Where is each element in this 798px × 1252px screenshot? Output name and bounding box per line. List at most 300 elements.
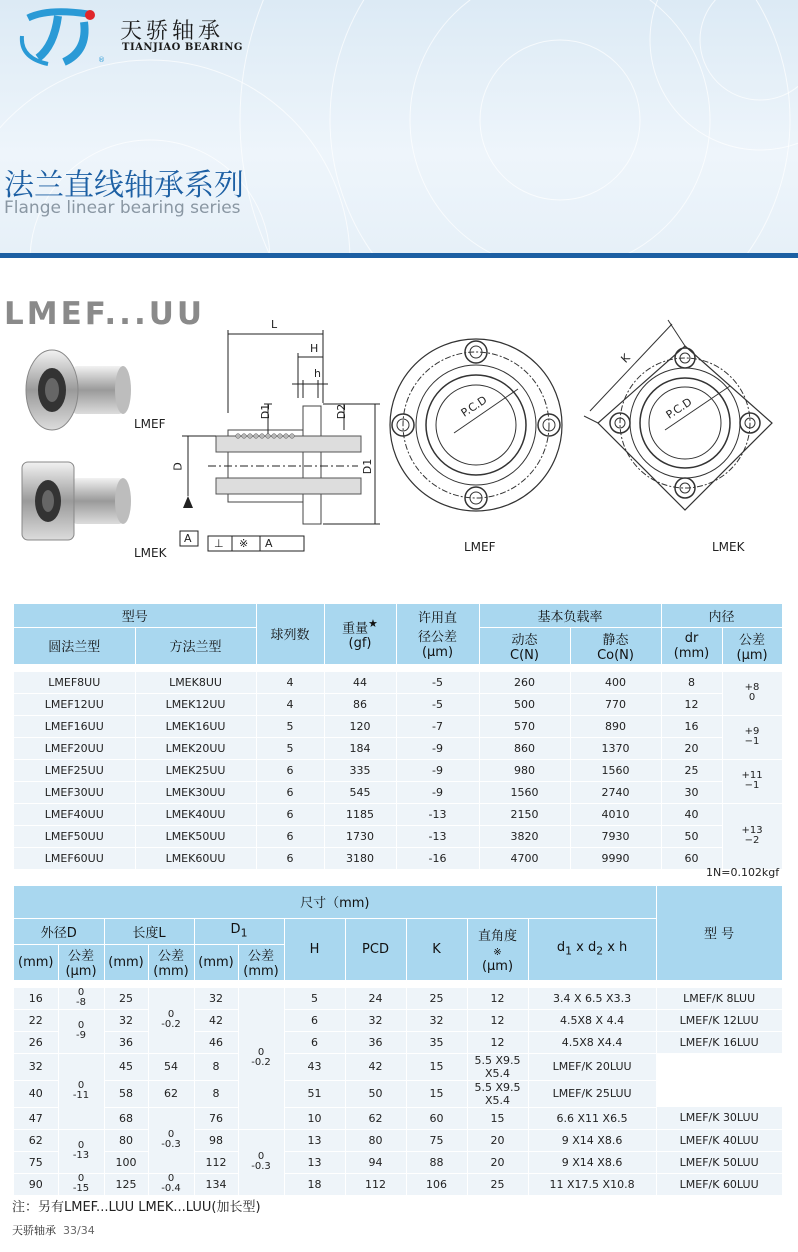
th-hole-x1: x d <box>571 940 597 956</box>
d1-tol-cell <box>238 988 284 1130</box>
table-cell: 98 <box>194 1129 238 1151</box>
table-cell: 980 <box>479 759 570 781</box>
table-cell: 90 <box>14 1173 58 1195</box>
th-od: 外径D <box>14 918 104 944</box>
table-cell: 100 <box>104 1151 148 1173</box>
table-cell: 20 <box>661 737 722 759</box>
table-cell: 36 <box>104 1031 148 1053</box>
table-cell: 6 <box>256 847 324 869</box>
table-row <box>14 715 782 737</box>
tol-upper: +9 <box>744 726 760 737</box>
table-cell: 9 X14 X8.6 <box>528 1129 656 1151</box>
th-d1-sub: 1 <box>240 926 248 940</box>
table-cell: 120 <box>324 715 396 737</box>
table-cell: 30 <box>661 781 722 803</box>
perp-ref: A <box>265 537 273 550</box>
lmek-front-view <box>580 316 780 526</box>
table-cell: LMEK40UU <box>135 803 256 825</box>
inner-tol-cell <box>722 803 782 869</box>
tol-upper: +11 <box>741 770 763 781</box>
table-cell: 1185 <box>324 803 396 825</box>
table-cell: 24 <box>345 988 406 1010</box>
photo-label-lmek: LMEK <box>134 546 167 560</box>
view-label-lmek: LMEK <box>712 540 745 554</box>
table-cell: LMEF/K 8LUU <box>656 988 782 1010</box>
header-banner <box>0 0 798 256</box>
table-cell: 8 <box>194 1080 238 1107</box>
table-cell: 4700 <box>479 847 570 869</box>
table-cell: LMEF/K 30LUU <box>656 1107 782 1129</box>
table-cell: -5 <box>396 672 479 694</box>
table-cell: 25 <box>104 988 148 1010</box>
th-dia-tol <box>396 604 479 664</box>
table-row <box>14 693 782 715</box>
table-cell: LMEK20UU <box>135 737 256 759</box>
perp-mark: ※ <box>239 537 249 550</box>
table-cell: 44 <box>324 672 396 694</box>
tol-lower: -0.4 <box>161 1183 181 1194</box>
table-cell: 6 <box>284 1009 345 1031</box>
th-d1-tol-text: 公差 <box>247 949 274 964</box>
table-cell: 890 <box>570 715 661 737</box>
table-cell: 1560 <box>479 781 570 803</box>
table-cell: 25 <box>467 1173 528 1195</box>
model-title: LMEF...UU <box>4 296 206 332</box>
table-cell: 94 <box>345 1151 406 1173</box>
table-cell: 68 <box>104 1107 148 1129</box>
dim-D1-label: D1 <box>361 458 375 475</box>
table-cell: 18 <box>284 1173 345 1195</box>
footer-page: 33/34 <box>63 1224 95 1237</box>
table-cell: LMEK25UU <box>135 759 256 781</box>
brand-name-en: TIANJIAO BEARING <box>122 42 243 53</box>
th-weight-unit: (gf) <box>348 635 372 651</box>
tol-lower: -9 <box>76 1030 86 1041</box>
d1-tol-cell <box>238 1129 284 1195</box>
th-dia-tol-1: 许用直 <box>418 611 458 627</box>
table-cell: 15 <box>406 1080 467 1107</box>
table-cell: 134 <box>194 1173 238 1195</box>
product-photos <box>18 338 133 558</box>
lmek-photo <box>22 462 131 540</box>
table-cell: 32 <box>194 988 238 1010</box>
th-weight-star: ★ <box>368 616 378 630</box>
table-cell: 45 <box>104 1053 148 1080</box>
table-cell: 54 <box>148 1053 194 1080</box>
table-cell: 12 <box>467 988 528 1010</box>
table-cell: 35 <box>406 1031 467 1053</box>
table-row <box>14 737 782 759</box>
table-cell: 6.6 X11 X6.5 <box>528 1107 656 1129</box>
table-cell: -9 <box>396 737 479 759</box>
dim-D1-small-label: D1 <box>259 403 273 420</box>
table-cell: LMEF/K 50LUU <box>656 1151 782 1173</box>
th-perp <box>467 918 528 980</box>
th-len-tol-unit: (mm) <box>153 964 189 979</box>
table-cell: LMEF25UU <box>14 759 135 781</box>
table-cell: 5.5 X9.5 X5.4 <box>467 1080 528 1107</box>
th-balls: 球列数 <box>256 604 324 664</box>
view-label-lmef: LMEF <box>464 540 496 554</box>
table-cell: 9 X14 X8.6 <box>528 1151 656 1173</box>
table-cell: 184 <box>324 737 396 759</box>
table-cell: 112 <box>345 1173 406 1195</box>
table-cell: 46 <box>194 1031 238 1053</box>
th-od-tol-text: 公差 <box>67 949 94 964</box>
dim-K-label: K <box>618 351 633 366</box>
inner-tol-cell <box>722 759 782 803</box>
tol-upper: 0 <box>77 1140 85 1151</box>
brand-name-cn: 天骄轴承 <box>120 19 225 44</box>
table-cell: 32 <box>345 1009 406 1031</box>
th-inner: 内径 <box>661 604 782 627</box>
table-row <box>14 672 782 694</box>
load-rating-table <box>14 604 783 870</box>
th-od-tol <box>58 944 104 980</box>
tol-upper: 0 <box>167 1129 175 1140</box>
table-row <box>14 759 782 781</box>
table-cell: 2150 <box>479 803 570 825</box>
table-cell: 32 <box>14 1053 58 1080</box>
tol-upper: 0 <box>77 1173 85 1184</box>
th-dynamic <box>479 627 570 664</box>
page-title-cn: 法兰直线轴承系列 <box>4 168 244 203</box>
th-dynamic-unit: C(N) <box>510 647 539 663</box>
table-cell: LMEK30UU <box>135 781 256 803</box>
table-cell: 12 <box>467 1009 528 1031</box>
table-cell: 545 <box>324 781 396 803</box>
table-cell: 15 <box>467 1107 528 1129</box>
table-cell: -9 <box>396 759 479 781</box>
table-cell: 13 <box>284 1151 345 1173</box>
table-cell: LMEF/K 20LUU <box>528 1053 656 1080</box>
th-square: 方法兰型 <box>135 627 256 664</box>
th-hole <box>528 918 656 980</box>
table-cell: LMEF12UU <box>14 693 135 715</box>
table-cell: 88 <box>406 1151 467 1173</box>
th-perp-2: ※ <box>493 946 502 958</box>
th-hole-s1: 1 <box>565 944 572 958</box>
th-len-mm: (mm) <box>104 944 148 980</box>
table-cell: 10 <box>284 1107 345 1129</box>
table-cell: -13 <box>396 825 479 847</box>
table-cell: 62 <box>14 1129 58 1151</box>
len-tol-cell <box>148 988 194 1054</box>
table-cell: 4 <box>256 693 324 715</box>
table-cell: 5 <box>256 715 324 737</box>
table-cell: 11 X17.5 X10.8 <box>528 1173 656 1195</box>
tol-lower: -8 <box>76 997 86 1008</box>
inner-tol-cell <box>722 715 782 759</box>
table-cell: 40 <box>14 1080 58 1107</box>
table-cell: 7930 <box>570 825 661 847</box>
th-len-tol <box>148 944 194 980</box>
dimension-table <box>14 886 783 1196</box>
th-static <box>570 627 661 664</box>
tol-lower: -13 <box>72 1150 90 1161</box>
tol-lower: −1 <box>744 780 760 791</box>
th-H: H <box>284 918 345 980</box>
th-dia-tol-2: 径公差 <box>418 630 458 646</box>
table-cell: 9990 <box>570 847 661 869</box>
tol-lower: -0.3 <box>251 1161 271 1172</box>
perp-symbol: ⊥ <box>214 537 224 550</box>
tol-upper: +13 <box>741 825 763 836</box>
table-cell: 13 <box>284 1129 345 1151</box>
table-cell: 42 <box>194 1009 238 1031</box>
table-row <box>14 1080 782 1107</box>
tol-lower: -15 <box>72 1183 90 1194</box>
tianjiao-logo-icon <box>18 6 113 66</box>
th-load: 基本负载率 <box>479 604 661 627</box>
th-d1-tol <box>238 944 284 980</box>
th-model2: 型 号 <box>656 886 782 980</box>
th-model: 型号 <box>14 604 256 627</box>
table-cell: 1730 <box>324 825 396 847</box>
table-cell: LMEF60UU <box>14 847 135 869</box>
tol-upper: 0 <box>77 987 85 998</box>
table-cell: 76 <box>194 1107 238 1129</box>
tol-lower: -0.2 <box>161 1019 181 1030</box>
table-row <box>14 1173 782 1195</box>
th-inner-tol-text: 公差 <box>739 632 766 648</box>
table-cell: 62 <box>148 1080 194 1107</box>
th-d1 <box>194 918 284 944</box>
len-tol-cell <box>148 1107 194 1173</box>
datum-triangle-icon <box>183 496 193 508</box>
unit-note: 1N=0.102kgf <box>706 866 780 879</box>
table-cell: 36 <box>345 1031 406 1053</box>
table-cell: 335 <box>324 759 396 781</box>
th-d1-mm: (mm) <box>194 944 238 980</box>
page-title-en: Flange linear bearing series <box>4 198 241 218</box>
th-dynamic-text: 动态 <box>511 632 538 648</box>
od-tol-cell <box>58 1009 104 1053</box>
table-row <box>14 1151 782 1173</box>
len-tol-cell <box>148 1173 194 1195</box>
lmef-photo <box>26 350 131 430</box>
tol-upper: 0 <box>257 1151 265 1162</box>
th-hole-d: d <box>556 940 566 956</box>
table-cell: -7 <box>396 715 479 737</box>
table-cell: LMEF30UU <box>14 781 135 803</box>
th-dr-unit: (mm) <box>673 645 710 661</box>
th-perp-1: 直角度 <box>477 928 517 944</box>
th-weight <box>324 604 396 664</box>
table-cell: 3820 <box>479 825 570 847</box>
tol-upper: +8 <box>744 682 760 693</box>
table-cell: 5 <box>256 737 324 759</box>
table-cell: 3180 <box>324 847 396 869</box>
table-cell: 16 <box>661 715 722 737</box>
table-cell: 4 <box>256 672 324 694</box>
table-row <box>14 803 782 825</box>
table-cell: 12 <box>467 1031 528 1053</box>
page-footer <box>12 1222 95 1238</box>
th-static-text: 静态 <box>602 632 629 648</box>
table-cell: 47 <box>14 1107 58 1129</box>
table-row <box>14 847 782 869</box>
svg-text:®: ® <box>98 56 105 64</box>
table-cell: 500 <box>479 693 570 715</box>
table-cell: 86 <box>324 693 396 715</box>
table-cell: LMEF/K 60LUU <box>656 1173 782 1195</box>
table-cell: 80 <box>345 1129 406 1151</box>
table-cell: 15 <box>406 1053 467 1080</box>
table-cell: -9 <box>396 781 479 803</box>
table-cell: 5.5 X9.5 X5.4 <box>467 1053 528 1080</box>
tol-upper: 0 <box>77 1080 85 1091</box>
table-cell: LMEF/K 40LUU <box>656 1129 782 1151</box>
table-cell: 106 <box>406 1173 467 1195</box>
th-static-unit: Co(N) <box>597 647 634 663</box>
table-cell: 50 <box>661 825 722 847</box>
od-tol-cell <box>58 1053 104 1129</box>
tol-lower: -0.2 <box>251 1057 271 1068</box>
table-row <box>14 1031 782 1053</box>
table-cell: LMEF16UU <box>14 715 135 737</box>
table-row <box>14 1129 782 1151</box>
th-dr-text: dr <box>684 630 699 646</box>
table-cell: 25 <box>661 759 722 781</box>
table-cell: 75 <box>14 1151 58 1173</box>
od-tol-cell <box>58 1129 104 1173</box>
th-d1-tol-unit: (mm) <box>243 964 279 979</box>
table-cell: LMEK60UU <box>135 847 256 869</box>
table-row <box>14 825 782 847</box>
th-perp-3: (μm) <box>481 958 514 974</box>
table-row <box>14 1009 782 1031</box>
table-cell: 112 <box>194 1151 238 1173</box>
table-cell: 22 <box>14 1009 58 1031</box>
th-round: 圆法兰型 <box>14 627 135 664</box>
dim-h-label: h <box>314 367 321 380</box>
table-cell: 5 <box>284 988 345 1010</box>
th-inner-tol-unit: (μm) <box>736 647 768 663</box>
table-cell: -13 <box>396 803 479 825</box>
table-cell: 770 <box>570 693 661 715</box>
th-length: 长度L <box>104 918 194 944</box>
tol-upper: 0 <box>257 1047 265 1058</box>
table-cell: 4010 <box>570 803 661 825</box>
table-cell: 6 <box>256 781 324 803</box>
table-cell: -5 <box>396 693 479 715</box>
th-od-tol-unit: (μm) <box>65 964 97 979</box>
table-cell: LMEK12UU <box>135 693 256 715</box>
table-row <box>14 1107 782 1129</box>
table-cell: 50 <box>345 1080 406 1107</box>
tol-lower: -11 <box>72 1090 90 1101</box>
table-cell: 80 <box>104 1129 148 1151</box>
od-tol-cell <box>58 1173 104 1195</box>
th-pcd: PCD <box>345 918 406 980</box>
table-cell: 4.5X8 X 4.4 <box>528 1009 656 1031</box>
table-cell: 40 <box>661 803 722 825</box>
tol-lower: −2 <box>744 835 760 846</box>
table-cell: 20 <box>467 1151 528 1173</box>
table-cell: 26 <box>14 1031 58 1053</box>
table-cell: 860 <box>479 737 570 759</box>
table-cell: 260 <box>479 672 570 694</box>
section-drawing <box>168 318 383 558</box>
th-hole-x2: x h <box>603 940 628 956</box>
table-cell: 6 <box>284 1031 345 1053</box>
tol-upper: 0 <box>167 1009 175 1020</box>
tol-lower: 0 <box>748 692 756 703</box>
tol-upper: 0 <box>77 1020 85 1031</box>
table-cell: 125 <box>104 1173 148 1195</box>
th-len-tol-text: 公差 <box>157 949 184 964</box>
table-cell: 58 <box>104 1080 148 1107</box>
table-cell: 6 <box>256 759 324 781</box>
table-cell: 43 <box>284 1053 345 1080</box>
lmef-front-view <box>388 337 564 513</box>
th-weight-text: 重量 <box>342 620 369 636</box>
header-divider <box>0 253 798 258</box>
th-inner-tol <box>722 627 782 664</box>
table-cell: 400 <box>570 672 661 694</box>
table-cell: 60 <box>661 847 722 869</box>
th-od-mm: (mm) <box>14 944 58 980</box>
table-cell: 12 <box>661 693 722 715</box>
table-cell: LMEF/K 12LUU <box>656 1009 782 1031</box>
table-cell: LMEF8UU <box>14 672 135 694</box>
dim-L-label: L <box>271 318 278 331</box>
datum-a-label: A <box>184 532 192 545</box>
table-cell: 16 <box>14 988 58 1010</box>
table-cell: LMEK8UU <box>135 672 256 694</box>
table-cell: 75 <box>406 1129 467 1151</box>
table-cell: LMEF/K 16LUU <box>656 1031 782 1053</box>
table-cell: 8 <box>194 1053 238 1080</box>
dim-H-label: H <box>310 342 319 355</box>
th-size: 尺寸（mm) <box>14 886 656 918</box>
pcd-label-square: P.C.D <box>663 395 695 422</box>
table-cell: 8 <box>661 672 722 694</box>
th-hole-s2: 2 <box>596 944 604 958</box>
table-cell: -16 <box>396 847 479 869</box>
tol-lower: −1 <box>744 736 760 747</box>
th-d1-text: D <box>230 922 241 938</box>
table-cell: 4.5X8 X4.4 <box>528 1031 656 1053</box>
dim-D2-label: D2 <box>335 403 349 420</box>
table-cell: 20 <box>467 1129 528 1151</box>
table-cell: 32 <box>406 1009 467 1031</box>
tol-upper: 0 <box>167 1173 175 1184</box>
table-cell: 32 <box>104 1009 148 1031</box>
table-cell: 1370 <box>570 737 661 759</box>
photo-label-lmef: LMEF <box>134 417 166 431</box>
table-cell: LMEF20UU <box>14 737 135 759</box>
table-cell: 2740 <box>570 781 661 803</box>
table-cell: LMEK16UU <box>135 715 256 737</box>
table-row <box>14 1053 782 1080</box>
od-tol-cell <box>58 988 104 1010</box>
table-cell: 25 <box>406 988 467 1010</box>
pcd-label-round: P.C.D <box>458 393 490 420</box>
th-dr <box>661 627 722 664</box>
tol-lower: -0.3 <box>161 1139 181 1150</box>
table-cell: 51 <box>284 1080 345 1107</box>
table-cell: 42 <box>345 1053 406 1080</box>
dim-D-label: D <box>171 462 185 471</box>
table-row <box>14 988 782 1010</box>
table-row <box>14 781 782 803</box>
th-dia-tol-3: (μm) <box>421 645 454 661</box>
table-cell: LMEF/K 25LUU <box>528 1080 656 1107</box>
th-K: K <box>406 918 467 980</box>
table-cell: 570 <box>479 715 570 737</box>
